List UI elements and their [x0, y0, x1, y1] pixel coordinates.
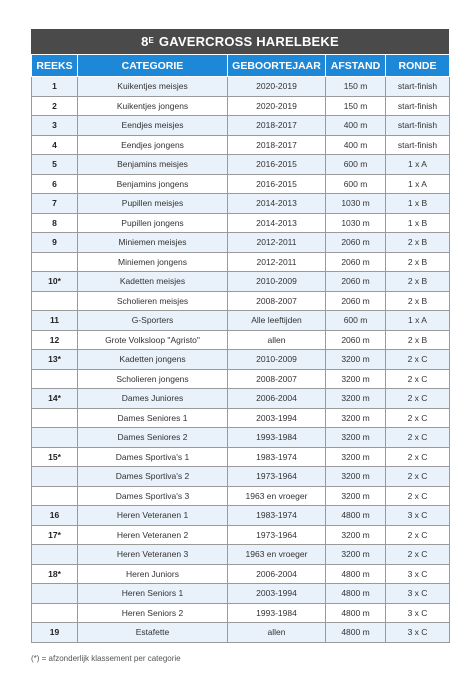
cell-afstand: 3200 m	[326, 525, 386, 545]
cell-geboortejaar: 2012-2011	[228, 233, 326, 253]
cell-reeks: 3	[32, 116, 78, 136]
cell-geboortejaar: 2018-2017	[228, 135, 326, 155]
schedule-sheet	[31, 29, 449, 643]
cell-afstand: 600 m	[326, 155, 386, 175]
cell-geboortejaar: 1973-1964	[228, 467, 326, 487]
cell-afstand: 400 m	[326, 116, 386, 136]
cell-categorie: Estafette	[78, 623, 228, 643]
cell-ronde: 2 x C	[386, 447, 450, 467]
cell-reeks: 13*	[32, 350, 78, 370]
cell-geboortejaar: 2016-2015	[228, 174, 326, 194]
table-row	[32, 389, 450, 409]
table-header-row	[32, 55, 450, 77]
cell-afstand: 1030 m	[326, 213, 386, 233]
cell-categorie: Benjamins jongens	[78, 174, 228, 194]
cell-ronde: 1 x A	[386, 311, 450, 331]
cell-categorie: Dames Juniores	[78, 389, 228, 409]
cell-geboortejaar: 1983-1974	[228, 506, 326, 526]
cell-reeks	[32, 603, 78, 623]
table-row	[32, 77, 450, 97]
cell-reeks: 11	[32, 311, 78, 331]
cell-afstand: 2060 m	[326, 233, 386, 253]
table-row	[32, 252, 450, 272]
cell-categorie: Pupillen jongens	[78, 213, 228, 233]
cell-geboortejaar: 2003-1994	[228, 584, 326, 604]
cell-ronde: start-finish	[386, 116, 450, 136]
table-row	[32, 623, 450, 643]
cell-reeks	[32, 467, 78, 487]
table-row	[32, 311, 450, 331]
cell-categorie: Benjamins meisjes	[78, 155, 228, 175]
cell-geboortejaar: 2003-1994	[228, 408, 326, 428]
cell-geboortejaar: 2008-2007	[228, 291, 326, 311]
cell-ronde: 3 x C	[386, 603, 450, 623]
cell-categorie: Heren Veteranen 3	[78, 545, 228, 565]
cell-ronde: 2 x B	[386, 291, 450, 311]
table-row	[32, 174, 450, 194]
cell-afstand: 4800 m	[326, 564, 386, 584]
cell-categorie: Pupillen meisjes	[78, 194, 228, 214]
cell-afstand: 3200 m	[326, 447, 386, 467]
cell-ronde: 3 x C	[386, 564, 450, 584]
table-row	[32, 330, 450, 350]
cell-afstand: 1030 m	[326, 194, 386, 214]
title-prefix: 8	[141, 34, 149, 49]
table-row	[32, 272, 450, 292]
cell-categorie: Dames Sportiva's 3	[78, 486, 228, 506]
table-row	[32, 564, 450, 584]
cell-ronde: 1 x A	[386, 174, 450, 194]
cell-afstand: 4800 m	[326, 506, 386, 526]
cell-reeks	[32, 545, 78, 565]
cell-ronde: 2 x B	[386, 233, 450, 253]
cell-categorie: Kadetten meisjes	[78, 272, 228, 292]
cell-reeks: 14*	[32, 389, 78, 409]
cell-geboortejaar: 2006-2004	[228, 389, 326, 409]
cell-geboortejaar: 1993-1984	[228, 603, 326, 623]
cell-categorie: Scholieren meisjes	[78, 291, 228, 311]
table-row	[32, 486, 450, 506]
cell-geboortejaar: allen	[228, 330, 326, 350]
cell-afstand: 3200 m	[326, 467, 386, 487]
table-row	[32, 467, 450, 487]
cell-reeks	[32, 408, 78, 428]
cell-reeks: 19	[32, 623, 78, 643]
cell-ronde: 3 x C	[386, 584, 450, 604]
cell-reeks	[32, 584, 78, 604]
cell-categorie: Heren Juniors	[78, 564, 228, 584]
table-row	[32, 135, 450, 155]
cell-ronde: start-finish	[386, 135, 450, 155]
cell-ronde: 2 x C	[386, 545, 450, 565]
cell-ronde: 2 x C	[386, 350, 450, 370]
cell-categorie: Kadetten jongens	[78, 350, 228, 370]
cell-afstand: 3200 m	[326, 545, 386, 565]
cell-afstand: 4800 m	[326, 584, 386, 604]
column-header-reeks: REEKS	[32, 55, 78, 77]
cell-reeks: 5	[32, 155, 78, 175]
cell-geboortejaar: 2012-2011	[228, 252, 326, 272]
cell-ronde: 2 x C	[386, 486, 450, 506]
cell-ronde: 1 x A	[386, 155, 450, 175]
cell-ronde: 3 x C	[386, 506, 450, 526]
cell-ronde: 1 x B	[386, 213, 450, 233]
cell-ronde: 1 x B	[386, 194, 450, 214]
cell-afstand: 4800 m	[326, 623, 386, 643]
cell-reeks: 8	[32, 213, 78, 233]
cell-reeks	[32, 252, 78, 272]
table-row	[32, 213, 450, 233]
cell-geboortejaar: 2014-2013	[228, 194, 326, 214]
cell-reeks: 9	[32, 233, 78, 253]
cell-geboortejaar: 1973-1964	[228, 525, 326, 545]
table-row	[32, 291, 450, 311]
cell-reeks: 2	[32, 96, 78, 116]
cell-ronde: 2 x C	[386, 467, 450, 487]
cell-categorie: Kuikentjes meisjes	[78, 77, 228, 97]
table-row	[32, 603, 450, 623]
cell-afstand: 2060 m	[326, 291, 386, 311]
cell-afstand: 3200 m	[326, 389, 386, 409]
cell-categorie: Eendjes meisjes	[78, 116, 228, 136]
cell-categorie: Heren Veteranen 1	[78, 506, 228, 526]
schedule-table	[31, 54, 450, 643]
table-row	[32, 428, 450, 448]
footnote: (*) = afzonderlijk klassement per categorie	[31, 654, 181, 663]
cell-categorie: Dames Seniores 2	[78, 428, 228, 448]
cell-reeks: 18*	[32, 564, 78, 584]
cell-geboortejaar: 1983-1974	[228, 447, 326, 467]
cell-categorie: Dames Sportiva's 1	[78, 447, 228, 467]
cell-ronde: 2 x C	[386, 389, 450, 409]
cell-afstand: 3200 m	[326, 350, 386, 370]
cell-categorie: Eendjes jongens	[78, 135, 228, 155]
cell-geboortejaar: 1963 en vroeger	[228, 545, 326, 565]
cell-geboortejaar: 1963 en vroeger	[228, 486, 326, 506]
cell-afstand: 4800 m	[326, 603, 386, 623]
column-header-ronde: RONDE	[386, 55, 450, 77]
cell-afstand: 2060 m	[326, 252, 386, 272]
cell-categorie: Heren Veteranen 2	[78, 525, 228, 545]
table-row	[32, 369, 450, 389]
cell-reeks: 1	[32, 77, 78, 97]
table-row	[32, 155, 450, 175]
cell-categorie: Miniemen jongens	[78, 252, 228, 272]
cell-geboortejaar: 1993-1984	[228, 428, 326, 448]
cell-categorie: Dames Seniores 1	[78, 408, 228, 428]
column-header-geboortejaar: GEBOORTEJAAR	[228, 55, 326, 77]
table-row	[32, 525, 450, 545]
cell-ronde: start-finish	[386, 96, 450, 116]
cell-categorie: Heren Seniors 1	[78, 584, 228, 604]
page-title	[31, 29, 449, 54]
cell-reeks: 4	[32, 135, 78, 155]
cell-afstand: 600 m	[326, 174, 386, 194]
table-row	[32, 545, 450, 565]
cell-ronde: start-finish	[386, 77, 450, 97]
cell-afstand: 3200 m	[326, 428, 386, 448]
cell-reeks	[32, 369, 78, 389]
cell-afstand: 3200 m	[326, 486, 386, 506]
title-text: GAVERCROSS HARELBEKE	[158, 34, 339, 49]
cell-reeks: 10*	[32, 272, 78, 292]
cell-reeks: 16	[32, 506, 78, 526]
cell-categorie: Scholieren jongens	[78, 369, 228, 389]
cell-categorie: Heren Seniors 2	[78, 603, 228, 623]
cell-reeks	[32, 428, 78, 448]
cell-ronde: 2 x B	[386, 272, 450, 292]
cell-ronde: 2 x B	[386, 252, 450, 272]
cell-ronde: 2 x C	[386, 408, 450, 428]
cell-ronde: 2 x B	[386, 330, 450, 350]
cell-categorie: Miniemen meisjes	[78, 233, 228, 253]
cell-geboortejaar: 2018-2017	[228, 116, 326, 136]
title-superscript: E	[148, 36, 155, 45]
cell-ronde: 2 x C	[386, 428, 450, 448]
cell-ronde: 2 x C	[386, 525, 450, 545]
cell-geboortejaar: 2020-2019	[228, 77, 326, 97]
table-row	[32, 447, 450, 467]
column-header-categorie: CATEGORIE	[78, 55, 228, 77]
cell-reeks: 7	[32, 194, 78, 214]
cell-afstand: 3200 m	[326, 369, 386, 389]
cell-afstand: 150 m	[326, 96, 386, 116]
cell-geboortejaar: 2010-2009	[228, 272, 326, 292]
cell-reeks	[32, 486, 78, 506]
cell-geboortejaar: Alle leeftijden	[228, 311, 326, 331]
table-row	[32, 506, 450, 526]
cell-ronde: 2 x C	[386, 369, 450, 389]
cell-categorie: Grote Volksloop "Agristo"	[78, 330, 228, 350]
cell-reeks: 6	[32, 174, 78, 194]
cell-geboortejaar: 2020-2019	[228, 96, 326, 116]
cell-categorie: Kuikentjes jongens	[78, 96, 228, 116]
table-body	[32, 77, 450, 643]
table-row	[32, 584, 450, 604]
cell-geboortejaar: allen	[228, 623, 326, 643]
cell-geboortejaar: 2010-2009	[228, 350, 326, 370]
table-row	[32, 408, 450, 428]
cell-geboortejaar: 2008-2007	[228, 369, 326, 389]
cell-ronde: 3 x C	[386, 623, 450, 643]
table-row	[32, 233, 450, 253]
cell-reeks	[32, 291, 78, 311]
cell-categorie: G-Sporters	[78, 311, 228, 331]
cell-afstand: 400 m	[326, 135, 386, 155]
table-row	[32, 96, 450, 116]
cell-geboortejaar: 2006-2004	[228, 564, 326, 584]
cell-afstand: 150 m	[326, 77, 386, 97]
table-row	[32, 194, 450, 214]
table-row	[32, 116, 450, 136]
cell-reeks: 17*	[32, 525, 78, 545]
cell-reeks: 15*	[32, 447, 78, 467]
cell-categorie: Dames Sportiva's 2	[78, 467, 228, 487]
column-header-afstand: AFSTAND	[326, 55, 386, 77]
table-row	[32, 350, 450, 370]
cell-afstand: 2060 m	[326, 330, 386, 350]
cell-geboortejaar: 2014-2013	[228, 213, 326, 233]
cell-geboortejaar: 2016-2015	[228, 155, 326, 175]
cell-afstand: 600 m	[326, 311, 386, 331]
cell-afstand: 3200 m	[326, 408, 386, 428]
cell-afstand: 2060 m	[326, 272, 386, 292]
cell-reeks: 12	[32, 330, 78, 350]
